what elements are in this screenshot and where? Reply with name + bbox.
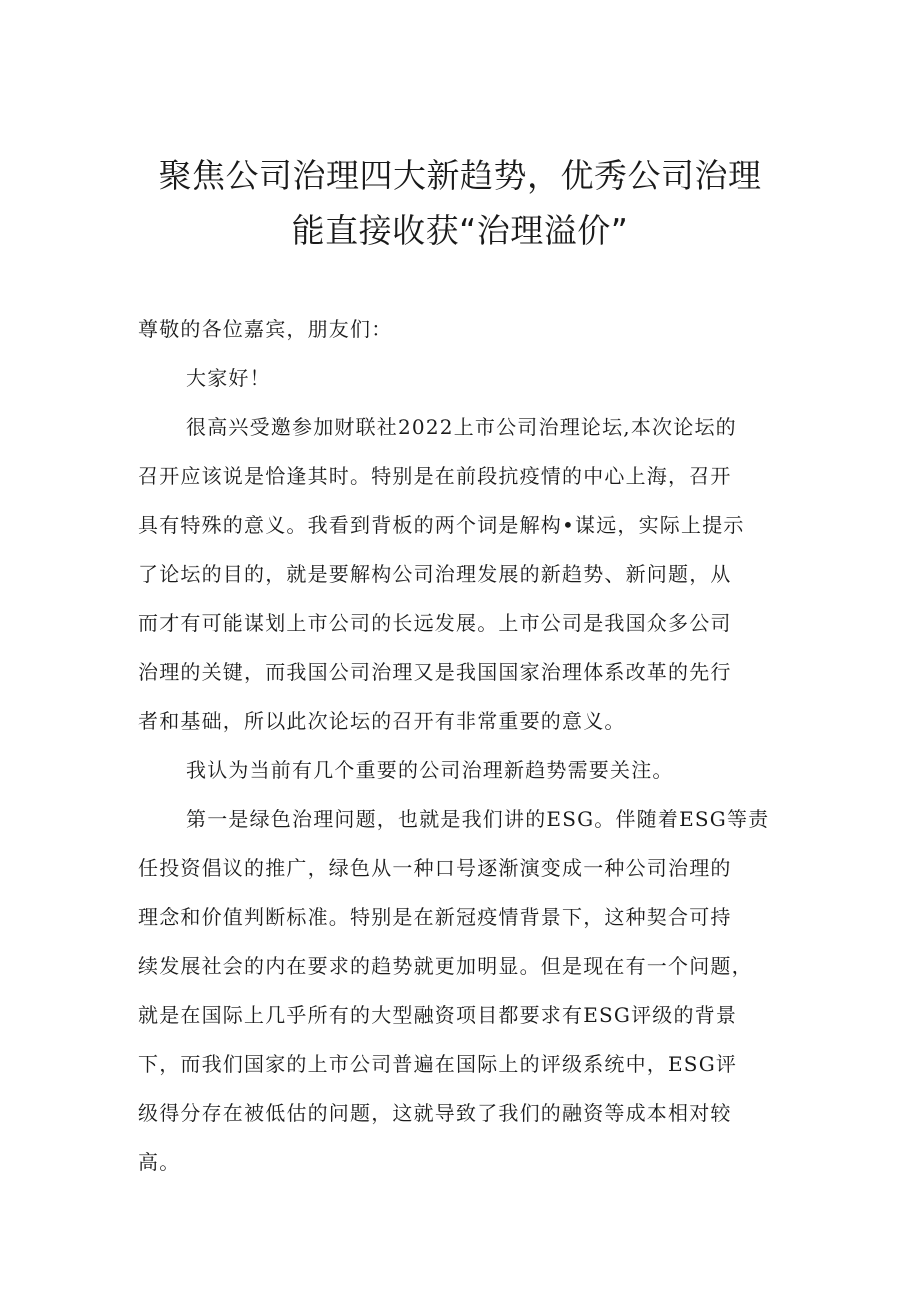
paragraph-3-line: 高。 [138,1150,181,1174]
paragraph-1-line: 治理的关键，而我国公司治理又是我国国家治理体系改革的先行 [138,660,732,684]
title-line-2: 能直接收获“治理溢价” [291,211,629,250]
paragraph-3-line: 第一是绿色治理问题，也就是我们讲的ESG。伴随着ESG等责 [186,807,770,831]
salutation: 尊敬的各位嘉宾，朋友们： [138,317,393,341]
title-line-1: 聚焦公司治理四大新趋势，优秀公司治理 [158,156,762,195]
paragraph-1-line: 具有特殊的意义。我看到背板的两个词是解构•谋远，实际上提示 [138,513,745,537]
paragraph-1-line: 召开应该说是恰逢其时。特别是在前段抗疫情的中心上海，召开 [138,464,732,488]
paragraph-3-line: 理念和价值判断标准。特别是在新冠疫情背景下，这种契合可持 [138,905,732,929]
greeting: 大家好！ [186,366,271,390]
paragraph-1-line: 很高兴受邀参加财联社2022上市公司治理论坛,本次论坛的 [186,415,737,439]
paragraph-3-line: 就是在国际上几乎所有的大型融资项目都要求有ESG评级的背景 [138,1003,738,1027]
paragraph-3-line: 下，而我们国家的上市公司普遍在国际上的评级系统中，ESG评 [138,1052,738,1076]
paragraph-3-line: 任投资倡议的推广，绿色从一种口号逐渐演变成一种公司治理的 [138,856,732,880]
paragraph-1-line: 而才有可能谋划上市公司的长远发展。上市公司是我国众多公司 [138,611,732,635]
paragraph-2-line: 我认为当前有几个重要的公司治理新趋势需要关注。 [186,758,674,782]
paragraph-3-line: 级得分存在被低估的问题，这就导致了我们的融资等成本相对较 [138,1101,732,1125]
paragraph-3-line: 续发展社会的内在要求的趋势就更加明显。但是现在有一个问题， [138,954,753,978]
paragraph-1-line: 了论坛的目的，就是要解构公司治理发展的新趋势、新问题，从 [138,562,732,586]
paragraph-1-line: 者和基础，所以此次论坛的召开有非常重要的意义。 [138,709,626,733]
